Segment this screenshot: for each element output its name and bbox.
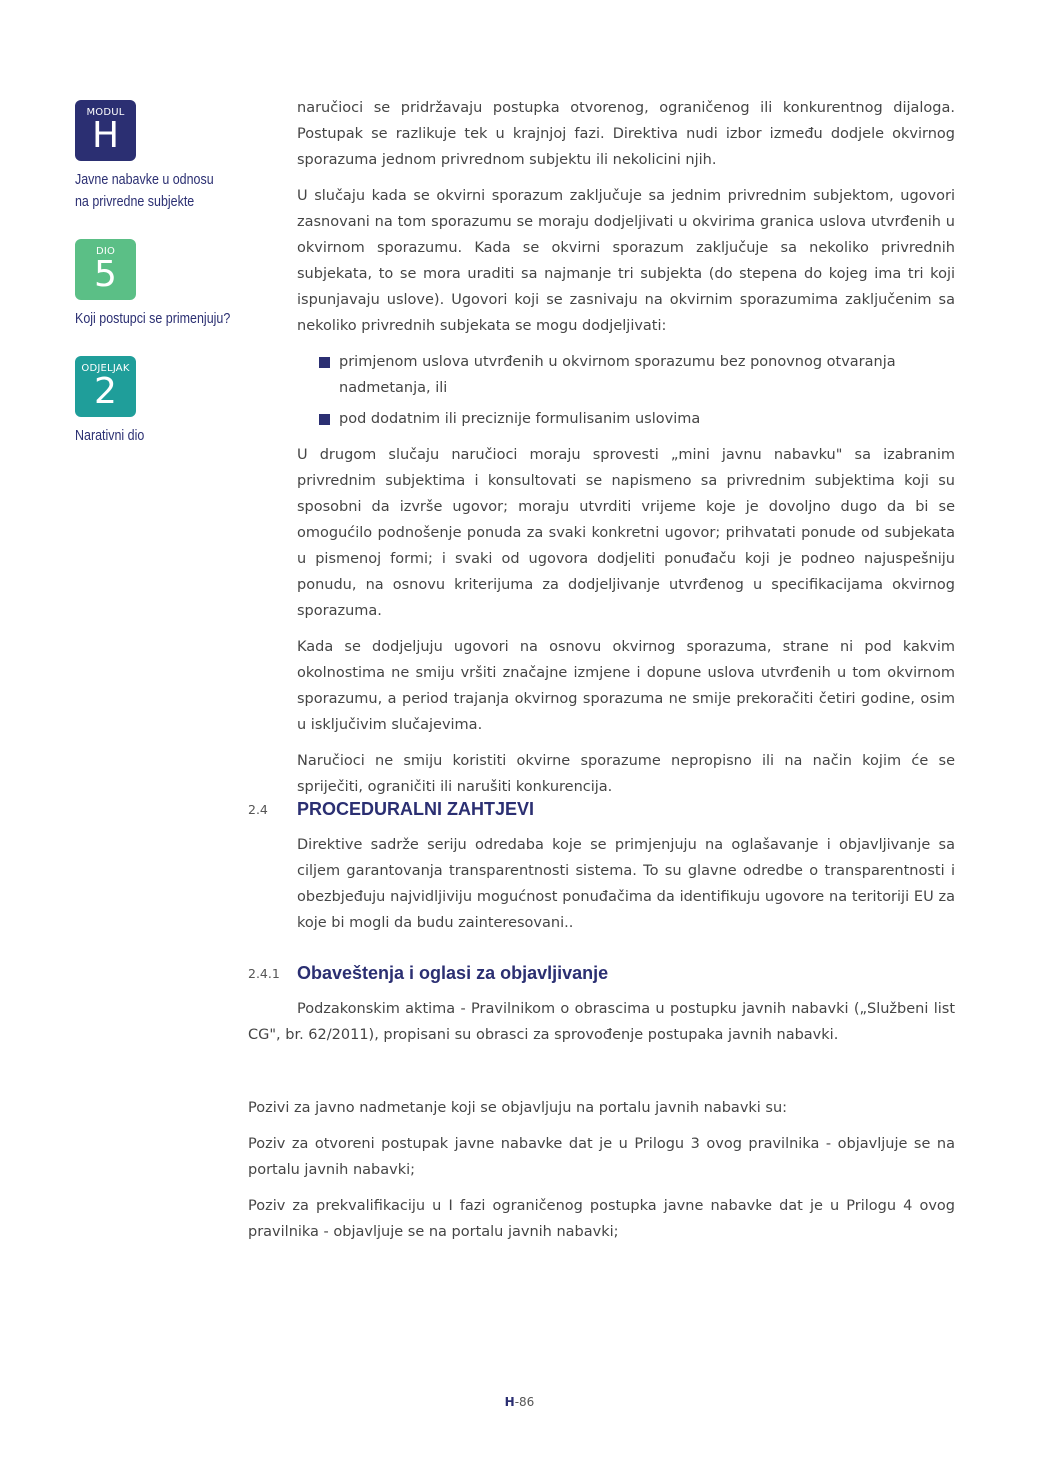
- dio-caption: DIO: [95, 246, 116, 257]
- paragraph: Poziv za prekvalifikaciju u I fazi ograničenog postupka javne nabavke dat je u Prilogu 4 ovog pravilnika - objavljuje se na portalu javnih nabavki;: [248, 1198, 955, 1240]
- section-2-4-body: [297, 832, 955, 946]
- sidebar: [75, 100, 265, 447]
- page-prefix: H: [504, 1395, 515, 1409]
- section-number: 2.4: [248, 802, 268, 817]
- paragraph: U slučaju kada se okvirni sporazum zaključuje sa jednim privrednim subjektom, ugovori zasnovani na tom sporazumu se moraju dodjeljivati u okvirima granica uslova utvrđenih u okvirnom sporazumu. Kada se okvirni sporazum zaključuje sa nekoliko privrednih subjekata, to se mora uraditi sa najmanje tri subjekta (do stepena do kojeg ima tri koji ispunjavaju uslove). Ugovori koji se zasnivaju na okvirnim sporazumima zaključenim sa nekoliko privrednih subjekata se mogu dodjeljivati:: [297, 188, 955, 334]
- list-item-text: pod dodatnim ili preciznije formulisanim uslovima: [339, 411, 701, 427]
- list-item: [319, 406, 955, 432]
- section-2-4-1-list: [248, 1095, 955, 1255]
- dio-number: 5: [94, 254, 117, 295]
- modul-caption: MODUL: [86, 107, 125, 118]
- paragraph: Kada se dodjeljuju ugovori na osnovu okvirnog sporazuma, strane ni pod kakvim okolnostima ne smiju vršiti značajne izmjene i dopune uslova utvrđenih u tom okvirnom sporazumu, a period trajanja okvirnog sporazuma ne smije prekoračiti četiri godine, osim u isključivim slučajevima.: [297, 639, 955, 733]
- paragraph: Direktive sadrže seriju odredaba koje se primjenjuju na oglašavanje i objavljivanje sa ciljem garantovanja transparentnosti sistema. To su glavne odredbe o transparentnosti i obezbjeđuju najvidljiviju mogućnost ponuđačima da identifikuju ugovore na teritoriji EU za koje bi mogli da budu zainteresovani..: [297, 837, 955, 931]
- modul-label-line1: Javne nabavke u odnosu: [75, 172, 214, 188]
- page-number: [0, 1395, 1039, 1409]
- section-2-4-1-body: [248, 996, 955, 1058]
- list-item: [319, 349, 955, 401]
- odjeljak-number: 2: [94, 371, 117, 412]
- dio-badge: [75, 239, 136, 300]
- paragraph: Naručioci ne smiju koristiti okvirne sporazume nepropisno ili na način kojim će se spriječiti, ograničiti ili narušiti konkurencija.: [297, 753, 955, 795]
- modul-badge: [75, 100, 136, 161]
- bullet-list: [297, 349, 955, 432]
- odjeljak-label: Narativni dio: [75, 428, 145, 444]
- list-item-text: primjenom uslova utvrđenih u okvirnom sporazumu bez ponovnog otvaranja nadmetanja, ili: [339, 354, 896, 396]
- paragraph: naručioci se pridržavaju postupka otvorenog, ograničenog ili konkurentnog dijaloga. Postupak se razlikuje tek u krajnjoj fazi. Direktiva nudi izbor između dodjele okvirnog sporazuma jednom privrednom subjektu ili nekolicini njih.: [297, 100, 955, 168]
- dio-label: Koji postupci se primenjuju?: [75, 311, 231, 327]
- modul-letter: H: [91, 115, 120, 156]
- section-number: 2.4.1: [248, 966, 280, 981]
- paragraph: U drugom slučaju naručioci moraju sprovesti „mini javnu nabavku" sa izabranim privrednim subjektima i konsultovati se napismeno sa privrednim subjektima koji su sposobni da izvrše ugovor; moraju utvrditi vrijeme koje je dovoljno dugo da bi se omogućilo podnošenje ponuda za svaki konkretni ugovor; prihvatati ponude od subjekata u pismenoj formi; i svaki od ugovora dodjeliti ponuđaču koji je podneo najuspešniju ponudu, na osnovu kriterijuma za dodjeljivanje utvrđenog u specifikacijama okvirnog sporazuma.: [297, 447, 955, 619]
- square-bullet-icon: [319, 357, 330, 368]
- paragraph: Pozivi za javno nadmetanje koji se objavljuju na portalu javnih nabavki su:: [248, 1100, 788, 1116]
- section-title: PROCEDURALNI ZAHTJEVI: [297, 799, 535, 819]
- section-title: Obaveštenja i oglasi za objavljivanje: [297, 963, 609, 983]
- square-bullet-icon: [319, 414, 330, 425]
- page-value: -86: [514, 1395, 535, 1409]
- odjeljak-badge: [75, 356, 136, 417]
- paragraph: Podzakonskim aktima - Pravilnikom o obrascima u postupku javnih nabavki („Službeni list CG", br. 62/2011), propisani su obrasci za sprovođenje postupaka javnih nabavki.: [248, 1001, 955, 1043]
- main-text: [297, 95, 955, 810]
- modul-label: [75, 169, 247, 213]
- modul-label-line2: na privredne subjekte: [75, 194, 195, 210]
- odjeljak-caption: ODJELJAK: [81, 363, 130, 374]
- paragraph: Poziv za otvoreni postupak javne nabavke dat je u Prilogu 3 ovog pravilnika - objavljuje se na portalu javnih nabavki;: [248, 1136, 955, 1178]
